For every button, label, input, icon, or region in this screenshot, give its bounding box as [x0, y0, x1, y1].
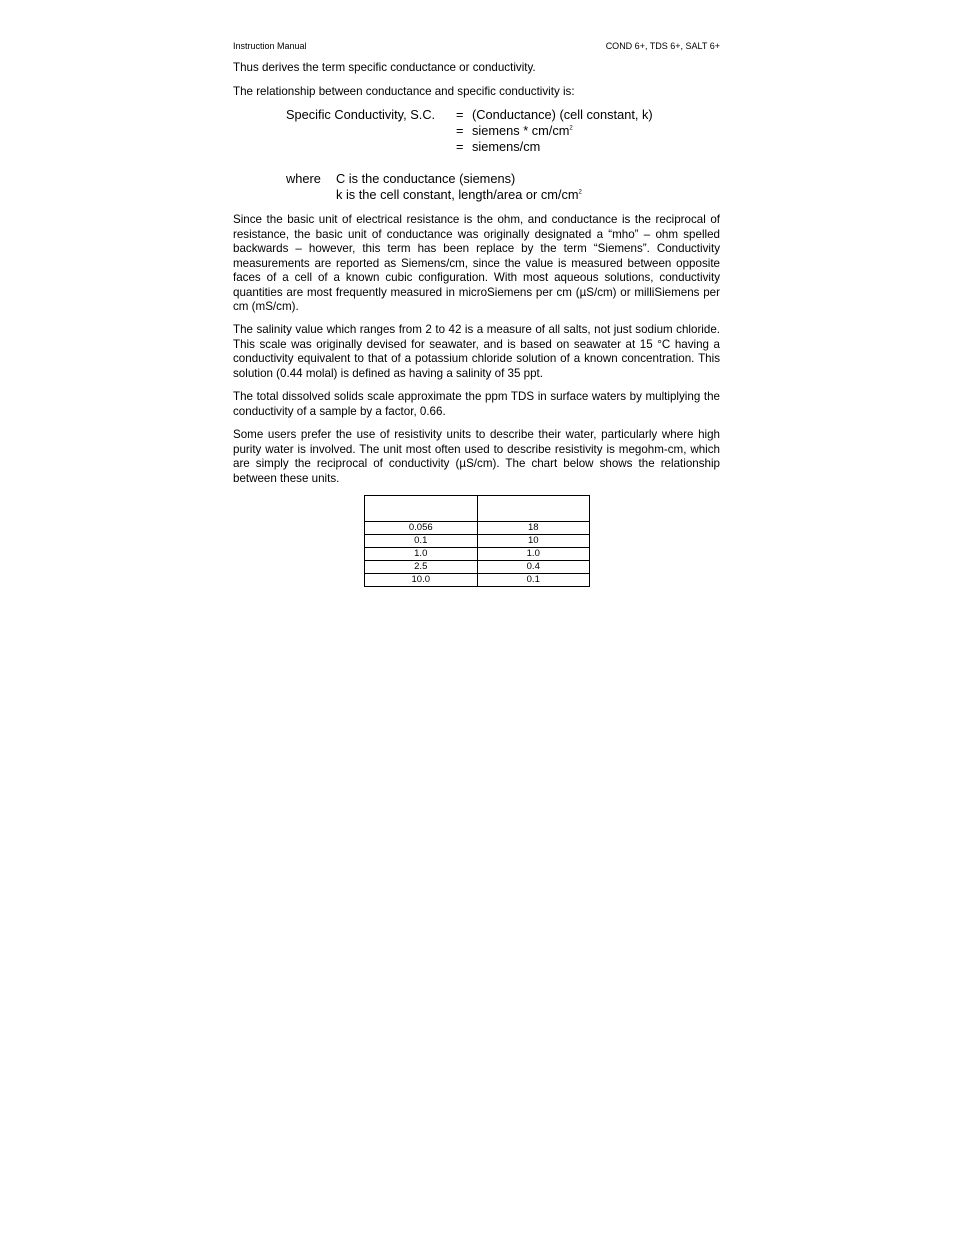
page-header: [233, 41, 720, 51]
formula-equals-3: =: [456, 139, 464, 154]
formula-equals-1: =: [456, 107, 464, 122]
units-table: [364, 495, 590, 587]
table-header-cell: [477, 496, 589, 522]
where-line-2-text: k is the cell constant, length/area or cm/cm: [336, 187, 579, 202]
formula-label: Specific Conductivity, S.C.: [286, 107, 436, 122]
formula-line-2: [472, 123, 573, 139]
table-cell: 10.0: [365, 574, 478, 587]
paragraph-6: Some users prefer the use of resistivity units to describe their water, particularly where high purity water is involved. The unit most often used to describe resistivity is megohm-cm, which are simply the reciprocal of conductivity (µS/cm). The chart below shows the relationship between these units.: [233, 428, 720, 485]
table-cell: 0.1: [365, 535, 478, 548]
paragraph-1: Thus derives the term specific conductance or conductivity.: [233, 61, 536, 74]
formula-equals-2: =: [456, 123, 464, 138]
paragraph-4: The salinity value which ranges from 2 to 42 is a measure of all salts, not just sodium chloride. This scale was originally devised for seawater, and is based on seawater at 15 °C having a conductivity equivalent to that of a potassium chloride solution of a known concentration. This solution (0.44 molal) is defined as having a salinity of 35 ppt.: [233, 323, 720, 380]
paragraph-3: Since the basic unit of electrical resistance is the ohm, and conductance is the reciprocal of resistance, the basic unit of conductance was originally designated a “mho” – ohm spelled backwards – however, this term has been replace by the term “Siemens”. Conductivity measurements are reported as Siemens/cm, since the value is measured between opposite faces of a cell of a known cubic configuration. With most aqueous solutions, conductivity quantities are most frequently measured in microSiemens per cm (µS/cm) or milliSiemens per cm (mS/cm).: [233, 213, 720, 313]
table-row: [365, 548, 590, 561]
table-header-row: [365, 496, 590, 522]
header-left: Instruction Manual: [233, 41, 307, 51]
header-right: COND 6+, TDS 6+, SALT 6+: [605, 41, 720, 51]
where-line-2-superscript: 2: [578, 189, 582, 196]
table-cell: 0.056: [365, 522, 478, 535]
formula-line-2-text: siemens * cm/cm: [472, 123, 570, 138]
paragraph-2: The relationship between conductance and specific conductivity is:: [233, 85, 575, 98]
where-line-2: [336, 187, 582, 203]
table-cell: 1.0: [365, 548, 478, 561]
table-cell: 2.5: [365, 561, 478, 574]
table-cell: 0.4: [477, 561, 589, 574]
formula-line-2-superscript: 2: [569, 125, 573, 132]
table-row: [365, 535, 590, 548]
where-label: where: [286, 171, 321, 186]
table-row: [365, 522, 590, 535]
table-cell: 10: [477, 535, 589, 548]
table-header-cell: [365, 496, 478, 522]
formula-line-3: siemens/cm: [472, 139, 541, 154]
table-cell: 1.0: [477, 548, 589, 561]
table-cell: 0.1: [477, 574, 589, 587]
table-row: [365, 561, 590, 574]
table-row: [365, 574, 590, 587]
formula-line-1: (Conductance) (cell constant, k): [472, 107, 653, 122]
paragraph-5: The total dissolved solids scale approximate the ppm TDS in surface waters by multiplying the conductivity of a sample by a factor, 0.66.: [233, 390, 720, 418]
table-cell: 18: [477, 522, 589, 535]
where-line-1: C is the conductance (siemens): [336, 171, 516, 186]
